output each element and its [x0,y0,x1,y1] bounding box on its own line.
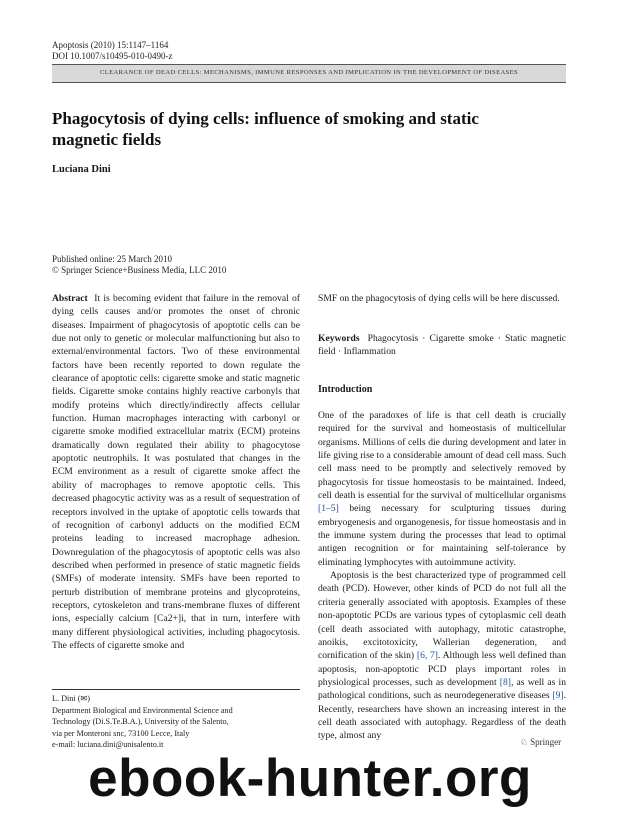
affiliation-dept: Technology (Di.S.Te.B.A.), University of the Salento, [52,717,229,726]
intro-paragraph-2: Apoptosis is the best characterized type of programmed cell death (PCD). However, other kinds of PCD do not full all the criteria generally associated with apoptosis. Examples of these non-apoptotic PCDs are various types of cytoplasmic cell death (cell death associated with autophagy, mitotic catastrophe, anoikis, excitotoxicity, Wallerian degeneration, and cornification of the skin) [6, 7]. Although less well defined than apoptosis, non-apoptotic PCD plays important roles in physiological processes, such as development [8], as well as in pathological conditions, such as neurodegenerative diseases [9]. Recently, researchers have shown an increasing interest in the cell death associated with autophagy. Regardless of the death type, almost any [318,570,566,742]
introduction-body [318,409,566,743]
introduction-heading-block [318,383,566,396]
springer-logo: ♘ Springer [520,737,562,747]
citation-link[interactable]: [8] [499,676,511,688]
citation-link[interactable]: [9] [552,690,564,702]
intro-paragraph-1: One of the paradoxes of life is that cell death is crucially required for the survival and homeostasis of multicellular organisms. Millions of cells die during development and later in life giving rise to a considerable amount of dead cell mass. Such cell mass need to be promptly and selectively removed by phagocytosis for tissue homeostasis to be maintained. Indeed, cell death is essential for the survival of multicellular organisms [1–5] being necessary for sculpturing tissues during embryogenesis and organogenesis, for tissue homeostasis and in the immune system during the processes that lead to optimal antigen recognition or for maintaining self-tolerance by eliminating lymphocytes with autoimmune activity. [318,410,566,568]
author-name: Luciana Dini [52,164,111,175]
affiliation-block [52,693,302,751]
affiliation-address: via per Monteroni snc, 73100 Lecce, Italy [52,728,190,738]
watermark: ebook-hunter.org [88,749,532,808]
springer-knight-icon: ♘ [520,737,529,747]
journal-citation: Apoptosis (2010) 15:1147–1164 [52,40,169,50]
series-banner: CLEARANCE OF DEAD CELLS: MECHANISMS, IMMUNE RESPONSES AND IMPLICATION IN THE DEVELOPMENT OF DISEASES [52,64,566,83]
abstract-text: It is becoming evident that failure in the removal of dying cells causes and/or promotes the onset of chronic diseases. Impairment of phagocytosis of apoptotic cells can be due not only to genetic or molecular malfunctioning but also to external/environmental factors. Two of these environmental factors have been recently reported to down regulate the clearance of apoptotic cells: cigarette smoke and static magnetic fields. Cigarette smoke contains highly reactive carbonyls that modify proteins which directly/indirectly affects cellular function. Human macrophages interacting with carbonyl or cigarette smoke modified extracellular matrix (ECM) proteins dramatically down regulated their ability to phagocytose apoptotic neutrophils. It was postulated that changes in the ECM environment as a result of cigarette smoke affect the ability of macrophages to remove apoptotic cells. This decreased phagocytic activity was as a result of sequestration of receptors involved in the uptake of apoptotic cells towards that of recognition of carbonyl adducts on the modified ECM proteins leading to increased macrophage adhesion. Downregulation of the phagocytosis of apoptotic cells was also described when performed in presence of static magnetic fields (SMFs) of moderate intensity. SMFs have been reported to perturb distribution of membrane proteins and glycoproteins, receptors, cytoskeleton and trans-membrane fluxes of different ions, especially calcium [Ca2+]i, that in turn, interfere with many different physiological activities, including phagocytosis. The effects of cigarette smoke and [52,293,301,651]
footnote-divider [52,689,300,690]
published-date: Published online: 25 March 2010 [52,254,172,264]
doi: DOI 10.1007/s10495-010-0490-z [52,51,173,61]
keywords-heading: Keywords [318,333,360,344]
citation-link[interactable]: [6, 7] [416,650,438,662]
copyright: © Springer Science+Business Media, LLC 2010 [52,265,227,275]
keywords-block [318,332,566,359]
introduction-heading: Introduction [318,384,373,395]
keywords-text: Phagocytosis · Cigarette smoke · Static magnetic field · Inflammation [318,333,566,358]
article-title: Phagocytosis of dying cells: influence of smoking and static magnetic fields [52,109,479,149]
abstract-heading: Abstract [52,293,88,304]
abstract-block [52,292,300,652]
affiliation-name: L. Dini (✉) [52,694,91,703]
affiliation-email[interactable]: e-mail: luciana.dini@unisalento.it [52,740,164,749]
citation-link[interactable]: [1–5] [318,503,339,515]
affiliation-dept: Department Biological and Environmental Science and [52,705,233,715]
abstract-continuation: SMF on the phagocytosis of dying cells will be here discussed. [318,293,560,304]
